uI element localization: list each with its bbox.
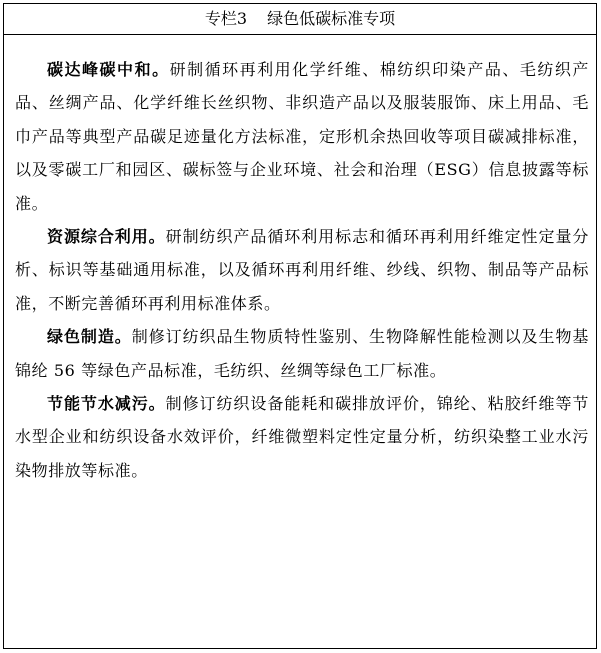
section-green-manufacturing bbox=[15, 320, 589, 387]
column-header bbox=[4, 4, 596, 35]
section-heading: 碳达峰碳中和。 bbox=[47, 60, 170, 79]
section-text: 制修订纺织设备能耗和碳排放评价，锦纶、粘胶纤维等节水型企业和纺织设备水效评价，纤维微塑料定性定量分析，纺织染整工业水污染物排放等标准。 bbox=[15, 394, 589, 480]
column-body bbox=[4, 35, 596, 487]
section-resource-utilization bbox=[15, 220, 589, 320]
section-heading: 资源综合利用。 bbox=[47, 227, 166, 247]
section-energy-water-pollution bbox=[15, 387, 589, 487]
section-heading: 节能节水减污。 bbox=[47, 394, 166, 414]
column-number: 专栏3 bbox=[204, 9, 248, 28]
section-text: 制修订纺织品生物质特性鉴别、生物降解性能检测以及生物基锦纶 56 等绿色产品标准，毛纺织、丝绸等绿色工厂标准。 bbox=[15, 327, 589, 380]
column-title: 绿色低碳标准专项 bbox=[267, 9, 396, 28]
section-text: 研制纺织产品循环利用标志和循环再利用纤维定性定量分析、标识等基础通用标准，以及循环再利用纤维、纱线、织物、制品等产品标准，不断完善循环再利用标准体系。 bbox=[15, 227, 589, 313]
section-text: 研制循环再利用化学纤维、棉纺织印染产品、毛纺织产品、丝绸产品、化学纤维长丝织物、非织造产品以及服装服饰、床上用品、毛巾产品等典型产品碳足迹量化方法标准，定形机余热回收等项目碳减排标准，以及零碳工厂和园区、碳标签与企业环境、社会和治理（ESG）信息披露等标准。 bbox=[15, 60, 589, 213]
section-heading: 绿色制造。 bbox=[47, 327, 132, 347]
special-column-box bbox=[3, 3, 597, 649]
section-carbon-peak-neutrality bbox=[15, 53, 589, 220]
